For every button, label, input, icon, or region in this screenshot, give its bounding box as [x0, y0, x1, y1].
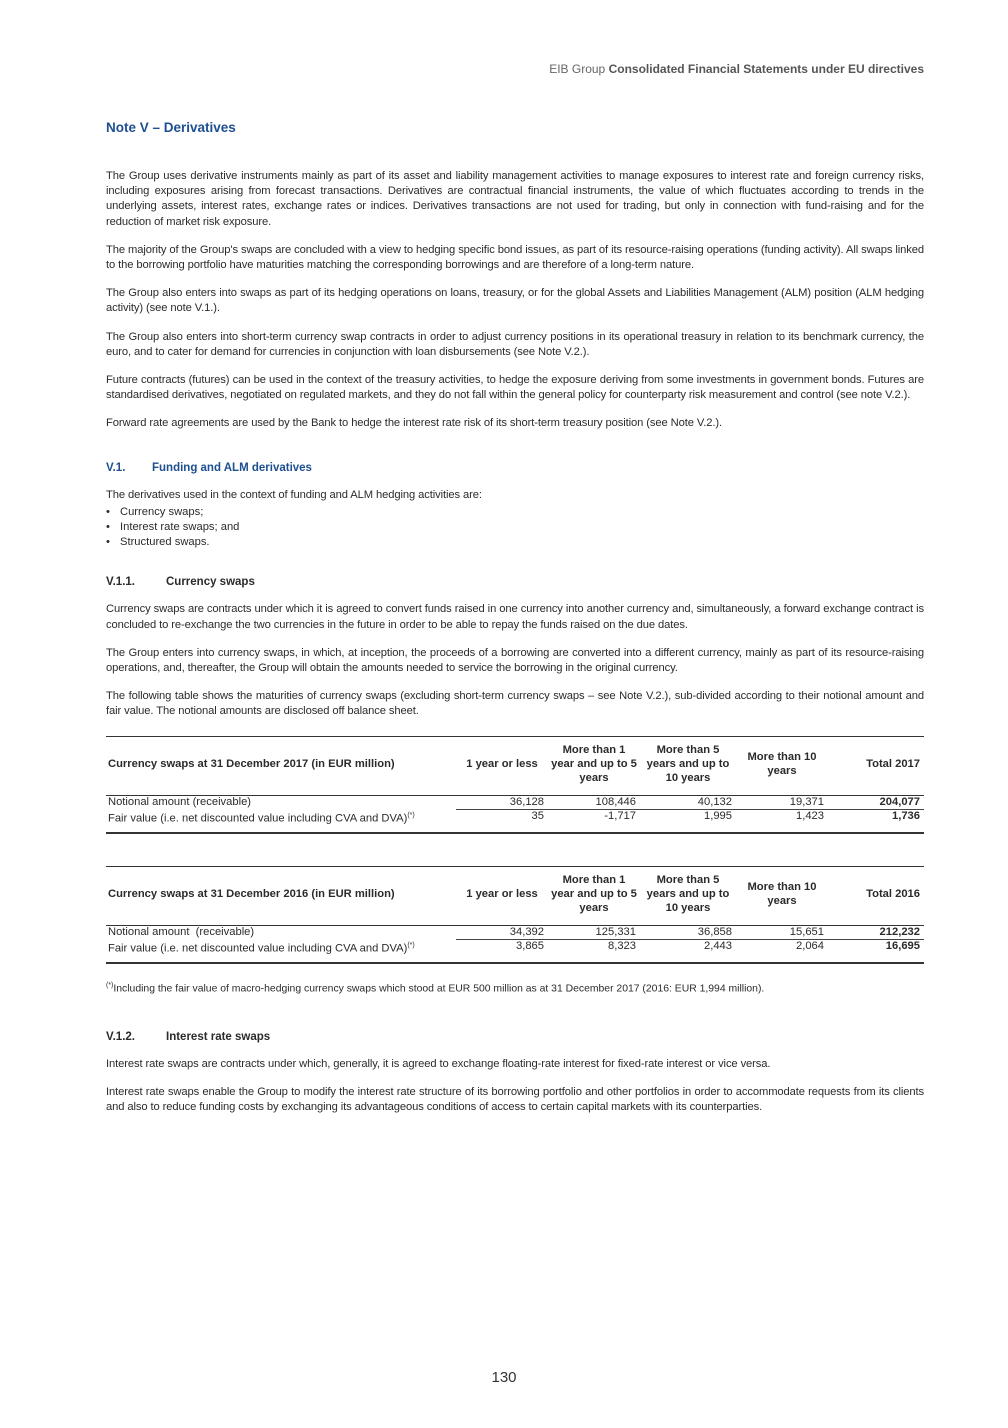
- intro-paragraph: The Group also enters into short-term currency swap contracts in order to adjust currency positions in its operational treasury in relation to its benchmark currency, the euro, and to cater for demand for currencies in conjunction with loan disbursements (see Note V.2.).: [106, 330, 924, 358]
- intro-paragraph: Forward rate agreements are used by the Bank to hedge the interest rate risk of its short-term treasury position (see Note V.2.).: [106, 417, 722, 430]
- section-heading-v1: [106, 462, 924, 474]
- footnote-marker: (*): [407, 812, 415, 820]
- subsection-heading-v11: [106, 576, 924, 588]
- note-title: Note V – Derivatives: [106, 120, 236, 135]
- body-paragraph: Currency swaps are contracts under which it is agreed to convert funds raised in one currency into another currency and, simultaneously, a forward exchange contract is concluded to re-exchange the two currencies in the future in order to be able to repay the funds raised on the due dates.: [106, 603, 924, 631]
- column-header: 1 year or less: [456, 736, 548, 795]
- intro-paragraph: The Group uses derivative instruments mainly as part of its asset and liability management activities to manage exposures to interest rate and foreign currency risks, including exposures arising from forecast transactions. Derivatives are contractual financial instruments, the value of which fluctuates according to trends in the underlying assets, interest rates, exchange rates or indices. Derivatives transactions are not used for trading, but only in connection with fund-raising and for the reduction of market risk exposure.: [106, 170, 924, 228]
- page-content: [106, 120, 924, 1128]
- footnote-text: Including the fair value of macro-hedging currency swaps which stood at EUR 500 million as at 31 December 2017 (2016: EUR 1,994 million).: [113, 983, 765, 995]
- column-header: More than 10 years: [736, 866, 828, 925]
- table-row: [106, 795, 924, 809]
- section-number: V.1.: [106, 461, 126, 474]
- subsection-heading-v12: [106, 1031, 924, 1043]
- column-header: More than 1 year and up to 5 years: [548, 866, 640, 925]
- table-cell-total: 204,077: [828, 795, 924, 809]
- header-doc-title: Consolidated Financial Statements under EU directives: [608, 62, 924, 76]
- column-header: More than 1 year and up to 5 years: [548, 736, 640, 795]
- table-row: [106, 809, 924, 833]
- table-row: [106, 939, 924, 963]
- table-cell: 8,323: [548, 939, 640, 963]
- intro-paragraph: Future contracts (futures) can be used in the context of the treasury activities, to hedge the exposure deriving from some investments in government bonds. Futures are standardised derivatives, negotiated on regulated markets, and they do not fall within the general policy for counterparty risk measurement and control (see note V.2.).: [106, 374, 924, 402]
- table-cell: 36,128: [456, 795, 548, 809]
- row-label: Notional amount (receivable): [108, 795, 252, 808]
- column-header: Total 2017: [828, 736, 924, 795]
- column-header: More than 5 years and up to 10 years: [640, 866, 736, 925]
- page-header: [549, 62, 924, 76]
- table-cell-total: 16,695: [828, 939, 924, 963]
- table-cell: 19,371: [736, 795, 828, 809]
- column-header: 1 year or less: [456, 866, 548, 925]
- derivatives-list: [106, 505, 924, 551]
- table-cell: 2,064: [736, 939, 828, 963]
- table-cell: -1,717: [548, 809, 640, 833]
- body-paragraph: The following table shows the maturities of currency swaps (excluding short-term currency swaps – see Note V.2.), sub-divided according to their notional amount and fair value. The notional amounts are disclosed off balance sheet.: [106, 690, 924, 718]
- section-lead: The derivatives used in the context of funding and ALM hedging activities are:: [106, 488, 482, 501]
- table-cell: 1,423: [736, 809, 828, 833]
- table-cell: 34,392: [456, 925, 548, 939]
- table-cell: 108,446: [548, 795, 640, 809]
- table-cell: 3,865: [456, 939, 548, 963]
- header-org: EIB Group: [549, 62, 606, 76]
- table-cell: 2,443: [640, 939, 736, 963]
- table-cell-total: 1,736: [828, 809, 924, 833]
- intro-paragraph: The majority of the Group's swaps are concluded with a view to hedging specific bond issues, as part of its resource-raising operations (funding activity). All swaps linked to the borrowing portfolio have maturities matching the corresponding borrowings and are therefore of a long-term nature.: [106, 243, 924, 272]
- table-cell: 35: [456, 809, 548, 833]
- row-label: Fair value (i.e. net discounted value including CVA and DVA)(*): [106, 809, 456, 833]
- table-cell: 1,995: [640, 809, 736, 833]
- page-number: 130: [491, 1369, 517, 1386]
- footnote-marker: (*): [106, 982, 114, 990]
- table-cell-total: 212,232: [828, 925, 924, 939]
- currency-swaps-2016-table: [106, 866, 924, 964]
- body-paragraph: Interest rate swaps are contracts under which, generally, it is agreed to exchange floating-rate interest for fixed-rate interest or vice versa.: [106, 1057, 771, 1070]
- row-label: Notional amount (receivable): [108, 925, 255, 938]
- table-cell: 125,331: [548, 925, 640, 939]
- column-header: More than 5 years and up to 10 years: [640, 736, 736, 795]
- subsection-number: V.1.2.: [106, 1030, 135, 1043]
- column-header: More than 10 years: [736, 736, 828, 795]
- list-item: • Structured swaps.: [106, 535, 924, 550]
- body-paragraph: The Group enters into currency swaps, in which, at inception, the proceeds of a borrowing are converted into a different currency, mainly as part of its resource-raising operations, and, thereafter, the Group will obtain the amounts needed to service the borrowing in the original currency.: [106, 646, 924, 675]
- footnote-marker: (*): [407, 942, 415, 950]
- column-header: Total 2016: [828, 866, 924, 925]
- list-item: • Interest rate swaps; and: [106, 520, 924, 535]
- body-paragraph: Interest rate swaps enable the Group to modify the interest rate structure of its borrowing portfolio and other portfolios in order to accommodate requests from its clients and also to reduce funding costs by exchanging its advantageous conditions of access to certain capital markets with its counterparties.: [106, 1085, 924, 1114]
- table-cell: 36,858: [640, 925, 736, 939]
- table-footnote: [106, 982, 924, 994]
- section-title: Funding and ALM derivatives: [152, 461, 312, 474]
- row-label: Fair value (i.e. net discounted value including CVA and DVA)(*): [106, 939, 456, 963]
- subsection-number: V.1.1.: [106, 576, 135, 589]
- table-header-row: [106, 866, 924, 925]
- table-cell: 40,132: [640, 795, 736, 809]
- subsection-title: Currency swaps: [166, 576, 255, 589]
- list-item: • Currency swaps;: [106, 505, 924, 520]
- table-title: Currency swaps at 31 December 2016 (in EUR million): [106, 866, 456, 925]
- subsection-title: Interest rate swaps: [166, 1030, 271, 1043]
- table-title: Currency swaps at 31 December 2017 (in EUR million): [106, 736, 456, 795]
- currency-swaps-2017-table: [106, 736, 924, 834]
- table-row: [106, 925, 924, 939]
- intro-paragraph: The Group also enters into swaps as part of its hedging operations on loans, treasury, or for the global Assets and Liabilities Management (ALM) position (ALM hedging activity) (see note V.1.).: [106, 287, 924, 315]
- table-header-row: [106, 736, 924, 795]
- table-cell: 15,651: [736, 925, 828, 939]
